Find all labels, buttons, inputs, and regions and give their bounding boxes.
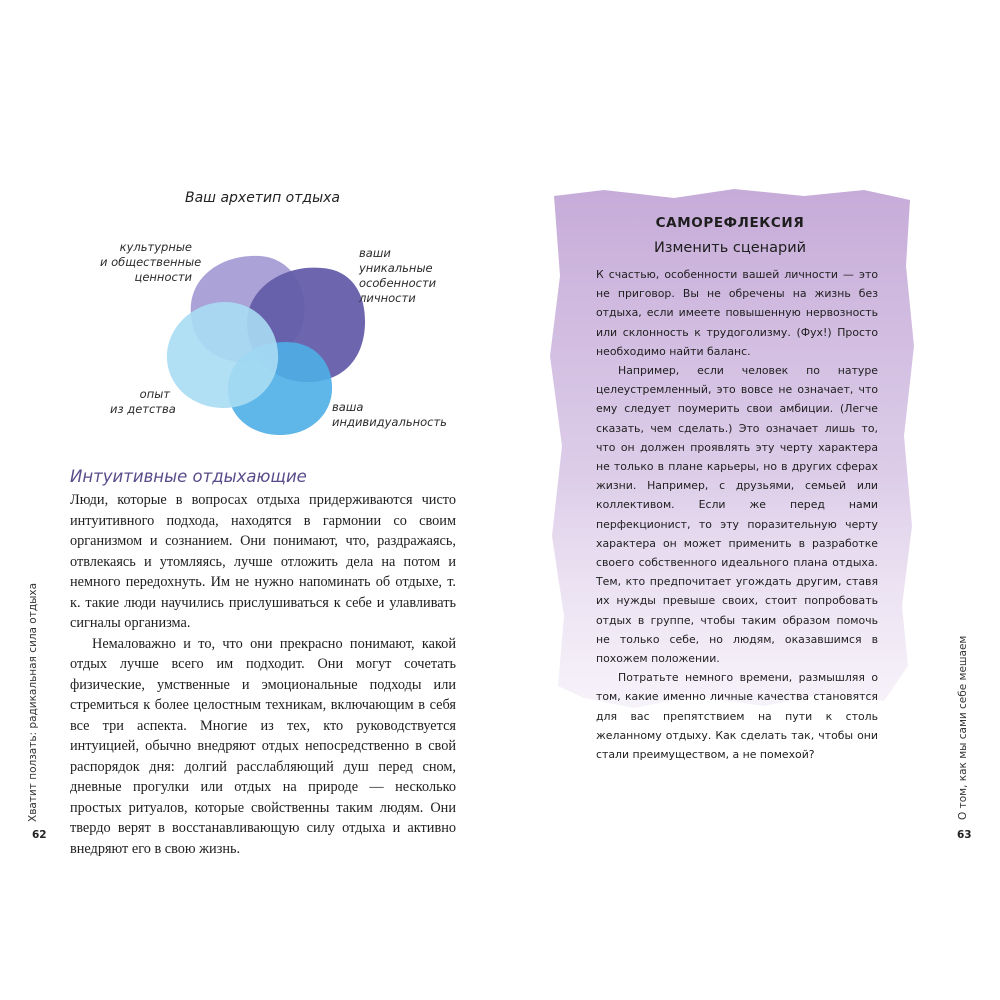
childhood-circle xyxy=(167,302,278,408)
label-childhood-experience: опыт из детства xyxy=(110,387,176,416)
label-culture-values: культурные и общественные ценности xyxy=(100,240,202,284)
running-head-left: Хватит ползать: радикальная сила отдыха xyxy=(27,582,39,822)
paragraph: К счастью, особенности вашей личности — это не приговор. Вы не обречены на жизнь без отдыха, если имеете повышенную нервозность или склонность к трудоголизму. (Фух!) Просто необходимо найти баланс. xyxy=(596,268,878,358)
left-body-text xyxy=(70,490,456,859)
box-body-text xyxy=(596,265,878,764)
paragraph: Люди, которые в вопросах отдыха придерживаются чисто интуитивного подхода, находятся в гармонии со своим организмом и сознанием. Они понимают, что, раздражаясь, отвлекаясь и утомляясь, лучше отложить дела на потом и немного передохнуть. Им не нужно напоминать об отдыхе, т. к. такие люди научились прислушиваться к себе и улавливать сигналы организма. xyxy=(70,492,456,631)
paragraph: Потратьте немного времени, размышляя о том, какие именно личные качества становятся для вас препятствием на пути к столь желанному отдыху. Как сделать так, чтобы они стали преимуществом, а не помехой? xyxy=(596,671,878,762)
archetype-diagram xyxy=(60,178,500,468)
running-head-right: О том, как мы сами себе мешаем xyxy=(957,635,969,820)
page-number-left: 62 xyxy=(32,829,47,841)
section-heading: Интуитивные отдыхающие xyxy=(70,467,307,486)
paragraph: Например, если человек по натуре целеустремленный, это вовсе не означает, что ему следует поумерить свои амбиции. (Легче сказать, чем сделать.) Это означает лишь то, что он должен проявлять эту черту характера не только в плане карьеры, но в других сферах жизни. Например, с друзьями, семьей или коллективом. Если же перед нами перфекционист, то эту поразительную черту характера он может применить в разработке своего собственного идеального плана отдыха. Тем, кто предпочитает угождать другим, ставя их нужды превыше своих, стоит попробовать отдых в группе, чтобы таким образом помочь не только себе, но людям, оказавшимся в похожем положении. xyxy=(596,364,878,666)
diagram-title: Ваш архетип отдыха xyxy=(185,190,340,206)
box-subtitle: Изменить сценарий xyxy=(653,240,807,256)
page-number-right: 63 xyxy=(957,829,972,841)
paragraph: Немаловажно и то, что они прекрасно понимают, какой отдых лучше всего им подходит. Они могут сочетать физические, умственные и эмоциональные подходы или стремиться к более целостным техникам, включающим в себя все три аспекта. Многие из тех, кто руководствуется интуицией, обычно внедряют отдых непосредственно в свой распорядок дня: долгий расслабляющий душ перед сном, дневные прогулки или отдых на природе — несколько простых ритуалов, которые свойственны таким людям. Они твердо верят в восстанавливающую силу отдыха и активно внедряют его в свою жизнь. xyxy=(70,635,456,857)
label-unique-traits: ваши уникальные особенности личности xyxy=(359,246,437,305)
box-title: САМОРЕФЛЕКСИЯ xyxy=(655,215,805,231)
label-individuality: ваша индивидуальность xyxy=(332,400,447,429)
